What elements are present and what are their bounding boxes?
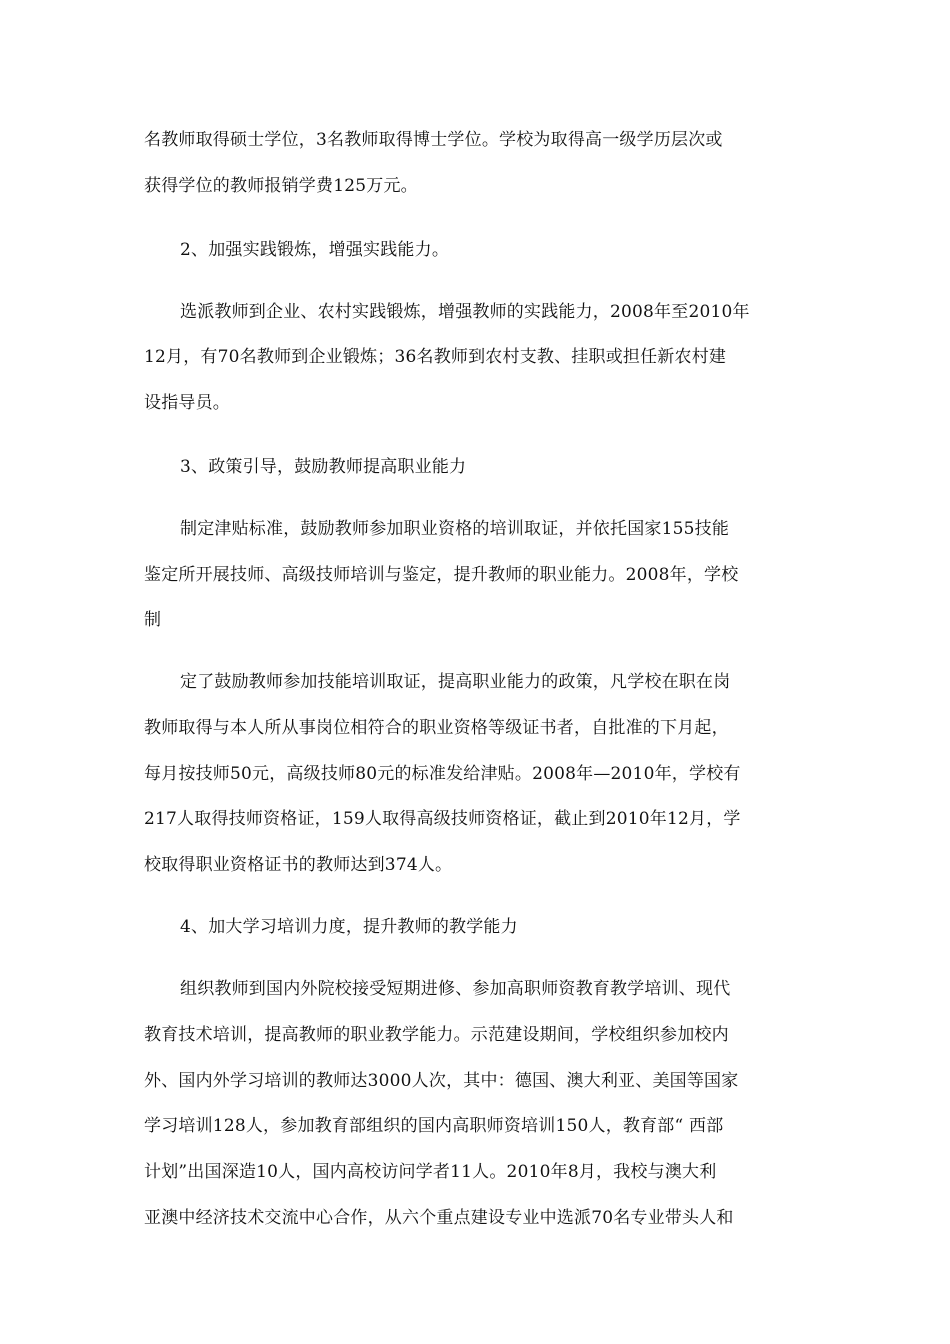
paragraph-line: 选派教师到企业、农村实践锻炼，增强教师的实践能力，2008年至2010年 (180, 302, 750, 322)
paragraph-line: 设指导员。 (144, 393, 230, 413)
paragraph-line: 217人取得技师资格证，159人取得高级技师资格证，截止到2010年12月，学 (144, 809, 741, 829)
paragraph-line: 学习培训128人，参加教育部组织的国内高职师资培训150人，教育部“ 西部 (144, 1116, 724, 1136)
paragraph-line: 制定津贴标准，鼓励教师参加职业资格的培训取证，并依托国家155技能 (180, 519, 730, 539)
paragraph-line: 定了鼓励教师参加技能培训取证，提高职业能力的政策，凡学校在职在岗 (180, 672, 731, 692)
paragraph-line: 亚澳中经济技术交流中心合作，从六个重点建设专业中选派70名专业带头人和 (144, 1208, 734, 1228)
paragraph-line: 教育技术培训，提高教师的职业教学能力。示范建设期间，学校组织参加校内 (144, 1025, 729, 1045)
paragraph-line: 计划”出国深造10人，国内高校访问学者11人。2010年8月，我校与澳大利 (144, 1162, 717, 1182)
section-heading-4: 4、加大学习培训力度，提升教师的教学能力 (180, 917, 518, 937)
paragraph-line: 制 (144, 610, 162, 630)
paragraph-line: 名教师取得硕士学位，3名教师取得博士学位。学校为取得高一级学历层次或 (144, 130, 723, 150)
paragraph-line: 鉴定所开展技师、高级技师培训与鉴定，提升教师的职业能力。2008年，学校 (144, 565, 739, 585)
paragraph-line: 每月按技师50元，高级技师80元的标准发给津贴。2008年—2010年，学校有 (144, 764, 741, 784)
paragraph-line: 获得学位的教师报销学费125万元。 (144, 176, 418, 196)
paragraph-line: 外、国内外学习培训的教师达3000人次，其中：德国、澳大利亚、美国等国家 (144, 1071, 739, 1091)
paragraph-line: 组织教师到国内外院校接受短期进修、参加高职师资教育教学培训、现代 (180, 979, 731, 999)
section-heading-2: 2、加强实践锻炼，增强实践能力。 (180, 240, 450, 260)
paragraph-line: 教师取得与本人所从事岗位相符合的职业资格等级证书者，自批准的下月起， (144, 718, 729, 738)
paragraph-line: 校取得职业资格证书的教师达到374人。 (144, 855, 453, 875)
paragraph-line: 12月，有70名教师到企业锻炼；36名教师到农村支教、挂职或担任新农村建 (144, 347, 727, 367)
section-heading-3: 3、政策引导，鼓励教师提高职业能力 (180, 457, 467, 477)
